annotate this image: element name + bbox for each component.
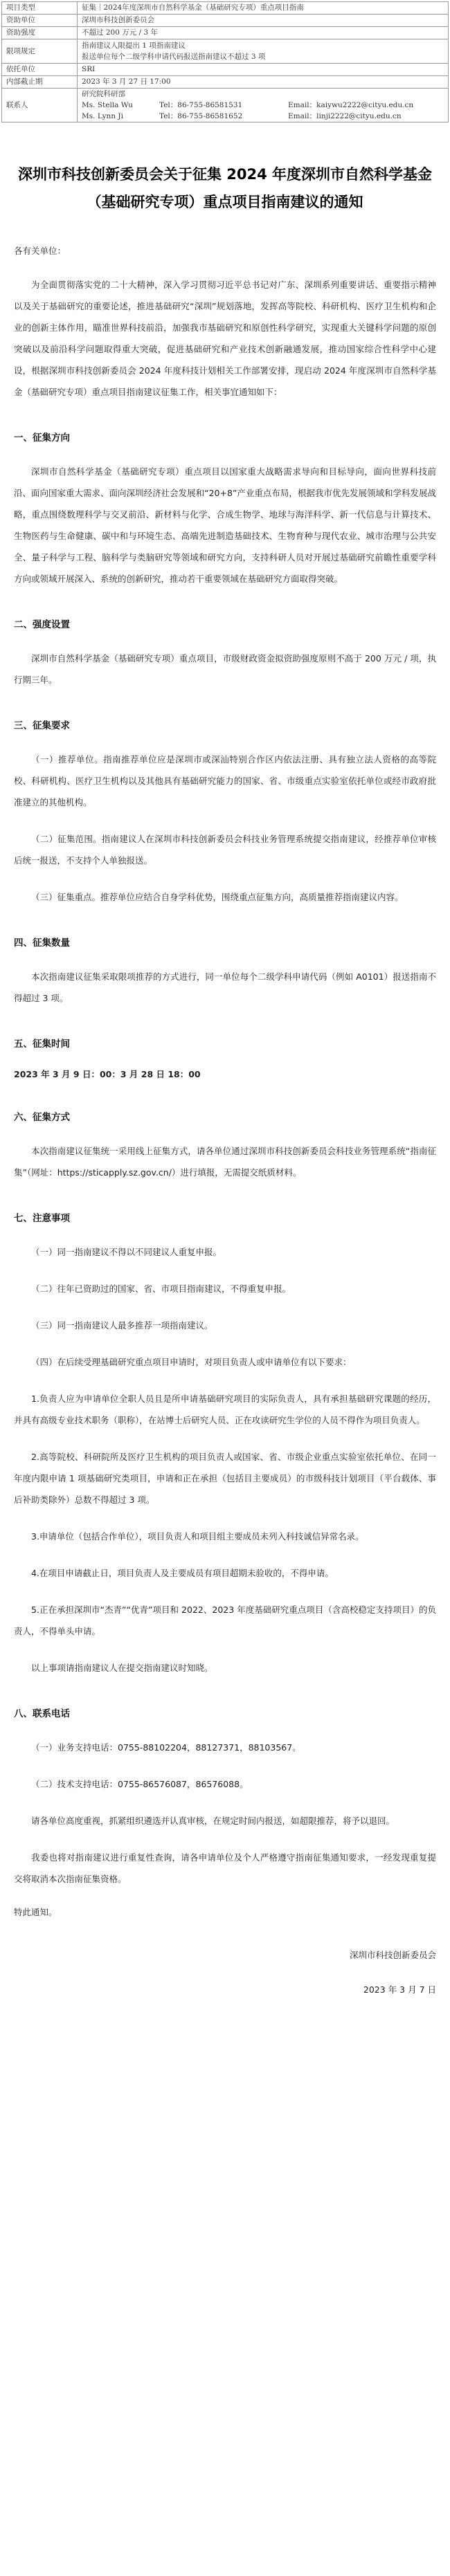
section-paragraph: （四）在后续受理基础研究重点项目申请时，对项目负责人或申请单位有以下要求： — [31, 1357, 352, 1367]
closing-line: 特此通知。 — [14, 1907, 57, 1917]
info-value-line: 报送单位每个二级学科申请代码报送指南建议不超过 3 项 — [82, 53, 266, 61]
info-label: 资助单位 — [2, 15, 78, 27]
section-paragraph: 请各单位高度重视，抓紧组织遴选并认真审核，在规定时间内报送，如超限推荐，将予以退回。 — [31, 1816, 395, 1826]
section-paragraph: （一）业务支持电话：0755-88102204，88127371，88103567。 — [31, 1742, 301, 1753]
info-row — [2, 64, 449, 76]
section-paragraph: 深圳市自然科学基金（基础研究专项）重点项目，市级财政资金拟资助强度原则不高于 200 万元 / 项，执行期三年。 — [14, 653, 436, 685]
info-label: 项目类型 — [2, 2, 78, 15]
salutation: 各有关单位： — [14, 246, 66, 256]
project-info-table — [1, 1, 449, 122]
body-sections — [0, 430, 450, 1890]
info-row — [2, 89, 449, 122]
contact-email[interactable]: Email：linji2222@cityu.edu.cn — [288, 112, 402, 120]
section-heading: 八、联系电话 — [14, 1708, 70, 1719]
info-label: 资助强度 — [2, 27, 78, 39]
section-paragraph: （二）往年已资助过的国家、省、市项目指南建议，不得重复申报。 — [31, 1284, 291, 1294]
info-label: 联系人 — [2, 89, 78, 122]
section-paragraph: 4.在项目申请截止日，项目负责人及主要成员有项目超期未验收的，不得申请。 — [31, 1568, 334, 1578]
contact-tel: Tel：86-755-86581531 — [159, 101, 243, 109]
section-paragraph: 5.正在承担深圳市“杰青”“优青”项目和 2022、2023 年度基础研究重点项目（含高校稳定支持项目）的负责人，不得单头申请。 — [14, 1605, 436, 1636]
info-value: 深圳市科技创新委员会 — [78, 15, 449, 27]
section-paragraph: 深圳市自然科学基金（基础研究专项）重点项目以国家重大战略需求导向和目标导向，面向世界科技前沿、面向国家重大需求、面向深圳经济社会发展和“20+8”产业重点布局，根据我市优先发展领域和学科发展战略，重点围绕数理科学与交叉前沿、新材料与化学、合成生物学、地球与海洋科学、新一代信息与计算技术、生物医药与生命健康、碳中和与环境生态、高端先进制造基础技术、生物育种与现代农业、城市治理与公共安全、量子科学与工程、脑科学与类脑研究等领域和研究方向，支持科研人员对开展过基础研究前瞻性重要学科方向或领域开展深入、系统的创新研究，推动若干重要领域在基础研究方面取得突破。 — [14, 466, 436, 584]
contact-name: Ms. Stella Wu — [82, 101, 133, 109]
info-row — [2, 27, 449, 39]
info-value: 征集｜2024年度深圳市自然科学基金（基础研究专项）重点项目指南 — [78, 2, 449, 15]
section-heading: 七、注意事项 — [14, 1213, 70, 1224]
section-paragraph: （二）技术支持电话：0755-86576087，86576088。 — [31, 1779, 249, 1789]
section-paragraph: （三）征集重点。推荐单位应结合自身学科优势，围绕重点征集方向，高质量推荐指南建议内容。 — [31, 892, 404, 902]
section-paragraph: 本次指南建议征集采取限项推荐的方式进行，同一单位每个二级学科申请代码（例如 A0101）报送指南不得超过 3 项。 — [14, 971, 436, 1003]
info-label: 内部截止期 — [2, 76, 78, 89]
info-row — [2, 15, 449, 27]
info-row — [2, 39, 449, 64]
signature-date: 2023 年 3 月 7 日 — [363, 1984, 436, 1995]
contact-tel: Tel：86-755-86581652 — [159, 112, 243, 120]
info-row — [2, 2, 449, 15]
section-paragraph: （三）同一指南建议人最多推荐一项指南建议。 — [31, 1320, 213, 1331]
section-heading: 五、征集时间 — [14, 1039, 70, 1050]
section-paragraph: 1.负责人应为申请单位全职人员且是所申请基础研究项目的实际负责人，具有承担基础研究课题的经历，并具有高级专业技术职务（职称），在站博士后研究人员、正在攻读研究生学位的人员不得作为项目负责人。 — [14, 1394, 436, 1425]
info-label: 限项规定 — [2, 39, 78, 64]
info-value: 不超过 200 万元 / 3 年 — [78, 27, 449, 39]
notice-title: 深圳市科技创新委员会关于征集 2024 年度深圳市自然科学基金（基础研究专项）重点项目指南建议的通知 — [17, 166, 433, 210]
contact-name: 研究院科研部 — [82, 90, 125, 98]
contact-name: Ms. Lynn Ji — [82, 112, 123, 120]
section-paragraph: （一）推荐单位。指南推荐单位应是深圳市或深汕特别合作区内依法注册、具有独立法人资格的高等院校、科研机构、医疗卫生机构以及其他具有基础研究能力的国家、省、市级重点实验室依托单位或经市政府批准建立的其他机构。 — [14, 754, 436, 807]
section-paragraph: 2.高等院校、科研院所及医疗卫生机构的项目负责人或国家、省、市级企业重点实验室依托单位、在同一年度内限申请 1 项基础研究类项目，申请和正在承担（包括目主要成员）的市级科技计划项目（平台载体、事后补助类除外）总数不得超过 3 项。 — [14, 1452, 436, 1505]
contact-row — [82, 111, 444, 122]
section-paragraph: 我委也将对指南建议进行重复性查询，请各申请单位及个人严格遵守指南征集通知要求，一经发现重复提交将取消本次指南征集资格。 — [14, 1852, 436, 1884]
info-row — [2, 76, 449, 89]
intro-section — [0, 274, 450, 403]
info-value: 2023 年 3 月 27 日 17:00 — [78, 76, 449, 89]
info-value — [78, 39, 449, 64]
section-paragraph: 以上事项请指南建议人在提交指南建议时知晓。 — [31, 1663, 213, 1673]
info-value — [78, 89, 449, 122]
contact-row — [82, 89, 444, 100]
notice-article — [0, 161, 450, 1998]
section-paragraph: 本次指南建议征集统一采用线上征集方式，请各单位通过深圳市科技创新委员会科技业务管理系统“指南征集”（网址：https://sticapply.sz.gov.cn/）进行填报，无需提交纸质材料。 — [14, 1146, 436, 1178]
info-value-line: 指南建议人限提出 1 项指南建议 — [82, 42, 186, 50]
contact-email[interactable]: Email：kaiywu2222@cityu.edu.cn — [288, 101, 414, 109]
section-paragraph: （一）同一指南建议不得以不同建议人重复申报。 — [31, 1247, 222, 1257]
info-value: SRI — [78, 64, 449, 76]
section-heading: 三、征集要求 — [14, 720, 70, 731]
section-paragraph: 3.申请单位（包括合作单位），项目负责人和项目组主要成员未列入科技诚信异常名录。 — [31, 1531, 364, 1542]
section-heading: 六、征集方式 — [14, 1112, 70, 1123]
signature-org: 深圳市科技创新委员会 — [349, 1950, 436, 1960]
info-label: 依托单位 — [2, 64, 78, 76]
section-paragraph: （二）征集范围。指南建议人在深圳市科技创新委员会科技业务管理系统提交指南建议，经推荐单位审核后统一报送，不支持个人单独报送。 — [14, 834, 436, 866]
section-heading: 一、征集方向 — [14, 432, 70, 444]
intro-paragraph: 为全面贯彻落实党的二十大精神，深入学习贯彻习近平总书记对广东、深圳系列重要讲话、重要指示精神以及关于基础研究的重要论述，推进基础研究“深圳”规划落地，发挥高等院校、科研机构、医疗卫生机构和企业的创新主体作用，瞄准世界科技前沿，加强我市基础研究和原创性科学研究，实现重大关键科学问题的原创突破以及前沿科学问题取得重大突破，促进基础研究和产业技术创新融通发展，推动国家综合性科学中心建设，根据深圳市科技创新委员会 2024 年度科技计划相关工作部署安排，现启动 2024 年度深圳市自然科学基金（基础研究专项）重点项目指南建议征集工作，相关事宜通知如下： — [14, 280, 436, 397]
section-bold-line: 2023 年 3 月 9 日：00：3 月 28 日 18：00 — [14, 1069, 201, 1079]
contact-row — [82, 100, 444, 111]
section-heading: 四、征集数量 — [14, 938, 70, 949]
section-heading: 二、强度设置 — [14, 619, 70, 630]
